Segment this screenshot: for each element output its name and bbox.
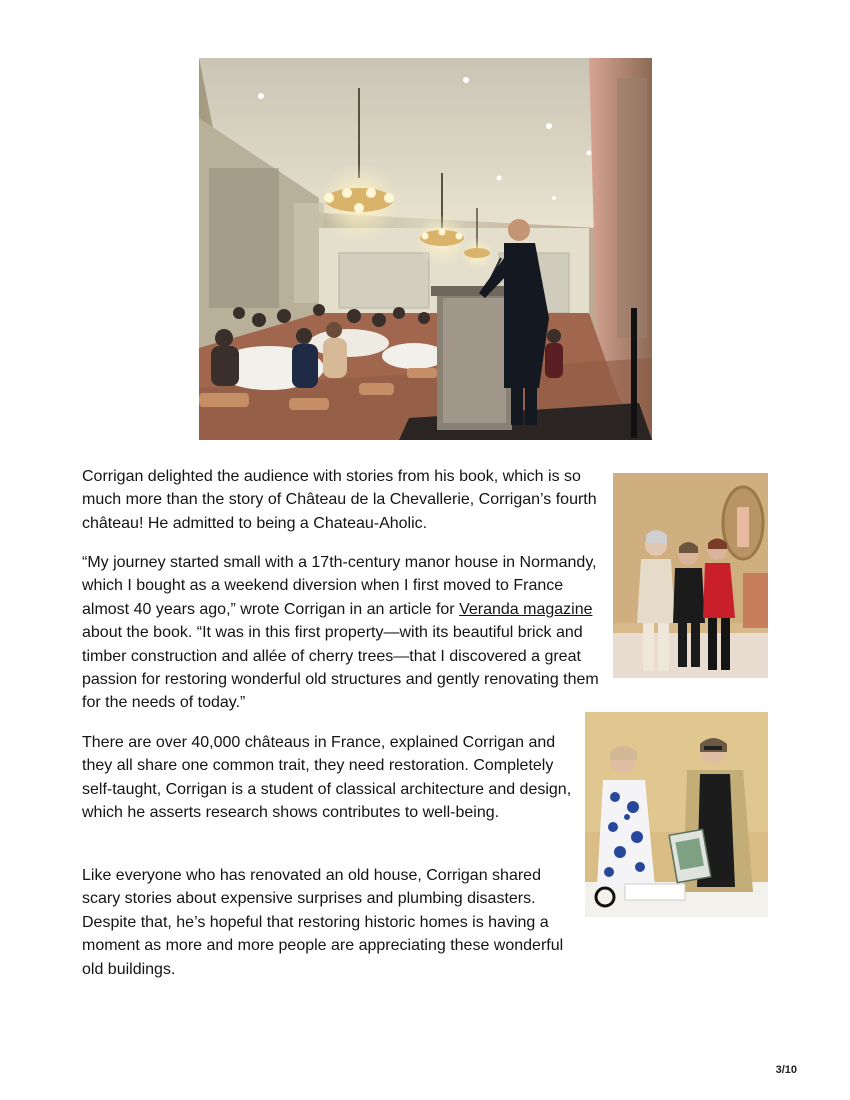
article-paragraph [82, 551, 602, 715]
page-number: 3/10 [775, 1064, 797, 1076]
paragraph-text: about the book. “It was in this first property—with its beautiful brick and timber construction and allée of cherry trees—that I discovered a great passion for restoring wonderful old structures and gently renovating them for the needs of today.” [82, 624, 599, 712]
paragraph-text: “My journey started small with a 17th-century manor house in Normandy, which I bought as a weekend diversion when I first moved to France almost 40 years ago,” wrote Corrigan in an article for [82, 554, 597, 618]
photo-two-women-with-book [585, 712, 768, 917]
article-paragraph: There are over 40,000 châteaus in France, explained Corrigan and they all share one common trait, they need restoration. Completely self-taught, Corrigan is a student of classical architecture and design, which he asserts research shows contributes to well-being. [82, 734, 572, 822]
veranda-magazine-link[interactable]: Veranda magazine [459, 600, 593, 618]
photo-three-women [613, 473, 768, 678]
event-photo-speaker-at-podium [199, 58, 652, 440]
article-paragraph: Like everyone who has renovated an old house, Corrigan shared scary stories about expensive surprises and plumbing disasters. Despite that, he’s hopeful that restoring historic homes is having a moment as more and more people are appreciating these wonderful old buildings. [82, 867, 564, 978]
article-paragraph: Corrigan delighted the audience with stories from his book, which is so much more than the story of Château de la Chevallerie, Corrigan’s fourth château! He admitted to being a Chateau-Aholic. [82, 468, 597, 532]
